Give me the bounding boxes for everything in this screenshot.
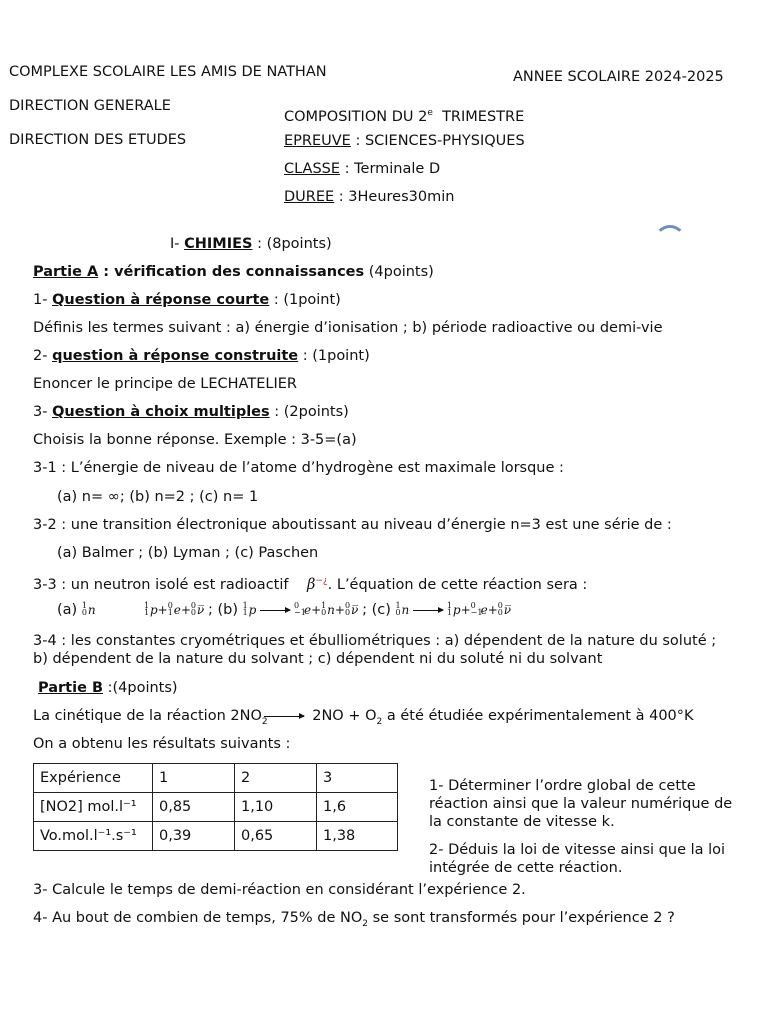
table-cell: 3 xyxy=(317,764,398,793)
partie-b-question-3: 3- Calcule le temps de demi-réaction en considérant l’expérience 2. xyxy=(33,882,526,898)
table-cell: 1,10 xyxy=(235,793,317,822)
direction-generale: DIRECTION GENERALE xyxy=(9,98,171,114)
question-3-3-options: (a) 1 0n 1 1p+0 1e+0 0ν̅ ; (b) 1 1p 0 −1e+1 0n+0 0ν̅ ; (c) 1 0n 1 1p+0 −1e+0 0ν̅ xyxy=(57,601,512,618)
direction-etudes: DIRECTION DES ETUDES xyxy=(9,132,187,148)
partie-b-heading: Partie B :(4points) xyxy=(38,680,178,696)
epreuve-label: EPREUVE xyxy=(284,133,351,149)
classe-line: CLASSE : Terminale D xyxy=(284,161,441,177)
table-cell: 0,85 xyxy=(153,793,235,822)
question-3-2-options: (a) Balmer ; (b) Lyman ; (c) Paschen xyxy=(57,545,319,561)
beta-symbol: β xyxy=(306,576,316,593)
table-cell: 1 xyxy=(153,764,235,793)
classe-label: CLASSE xyxy=(284,161,341,177)
section-title: I- CHIMIES : (8points) xyxy=(170,236,332,252)
partie-b-question-4: 4- Au bout de combien de temps, 75% de $NO_2$ se sont transformés pour l’expérience 2 ? xyxy=(33,910,675,929)
table-cell: Vo.mol.l⁻¹.s⁻¹ xyxy=(34,822,153,851)
question-2-heading: 2- question à réponse construite : (1point) xyxy=(33,348,370,364)
results-table xyxy=(33,763,398,851)
table-cell: 0,39 xyxy=(153,822,235,851)
table-row xyxy=(34,793,398,822)
equation-a-products: 1 1p+0 1e+0 0ν̅ xyxy=(143,601,205,617)
table-row xyxy=(34,764,398,793)
composition-title: COMPOSITION DU 2e TRIMESTRE xyxy=(284,108,525,125)
epreuve-line: EPREUVE : SCIENCES-PHYSIQUES xyxy=(284,133,525,149)
table-cell: 2 xyxy=(235,764,317,793)
table-cell: Expérience xyxy=(34,764,153,793)
question-2-text: Enoncer le principe de LECHATELIER xyxy=(33,376,297,392)
question-3-instruction: Choisis la bonne réponse. Exemple : 3-5=(a) xyxy=(33,432,357,448)
partie-b-question-2: 2- Déduis la loi de vitesse ainsi que la loi intégrée de cette réaction. xyxy=(429,842,726,876)
reaction-arrow-icon xyxy=(264,716,304,717)
partie-a-heading: Partie A : vérification des connaissances (4points) xyxy=(33,264,434,280)
school-year: ANNEE SCOLAIRE 2024-2025 xyxy=(513,69,724,85)
question-3-1: 3-1 : L’énergie de niveau de l’atome d’hydrogène est maximale lorsque : xyxy=(33,460,564,476)
question-3-3: 3-3 : un neutron isolé est radioactif β−¿. L’équation de cette réaction sera : xyxy=(33,576,588,593)
school-name: COMPLEXE SCOLAIRE LES AMIS DE NATHAN xyxy=(9,64,327,80)
question-1-heading: 1- Question à réponse courte : (1point) xyxy=(33,292,341,308)
table-row xyxy=(34,822,398,851)
question-3-4: 3-4 : les constantes cryométriques et ébulliométriques : a) dépendent de la nature du soluté ; b) dépendent de la nature du solvant ; c) dépendent ni du soluté ni du solvant xyxy=(33,633,717,667)
question-3-1-options: (a) n= ∞; (b) n=2 ; (c) n= 1 xyxy=(57,489,259,505)
question-1-text: Définis les termes suivant : a) énergie d’ionisation ; b) période radioactive ou demi-vie xyxy=(33,320,663,336)
duree-label: DUREE xyxy=(284,189,335,205)
equation-a-neutron: 1 0n xyxy=(81,601,96,617)
equation-b: 1 1p 0 −1e+1 0n+0 0ν̅ xyxy=(242,601,359,617)
duree-line: DUREE : 3Heures30min xyxy=(284,189,455,205)
table-cell: 1,6 xyxy=(317,793,398,822)
table-cell: 1,38 xyxy=(317,822,398,851)
reaction-intro: La cinétique de la réaction $2NO_2$ $2NO + O_2$ a été étudiée expérimentalement à 400°K xyxy=(33,708,694,727)
table-cell: 0,65 xyxy=(235,822,317,851)
results-intro: On a obtenu les résultats suivants : xyxy=(33,736,291,752)
question-3-heading: 3- Question à choix multiples : (2points) xyxy=(33,404,349,420)
equation-c: 1 0n 1 1p+0 −1e+0 0ν̅ xyxy=(395,601,512,617)
partie-b-question-1: 1- Déterminer l’ordre global de cette réaction ainsi que la valeur numérique de la constante de vitesse k. xyxy=(429,778,733,830)
question-3-2: 3-2 : une transition électronique aboutissant au niveau d’énergie n=3 est une série de : xyxy=(33,517,672,533)
decorative-arc xyxy=(654,225,684,239)
table-cell: [NO2] mol.l⁻¹ xyxy=(34,793,153,822)
